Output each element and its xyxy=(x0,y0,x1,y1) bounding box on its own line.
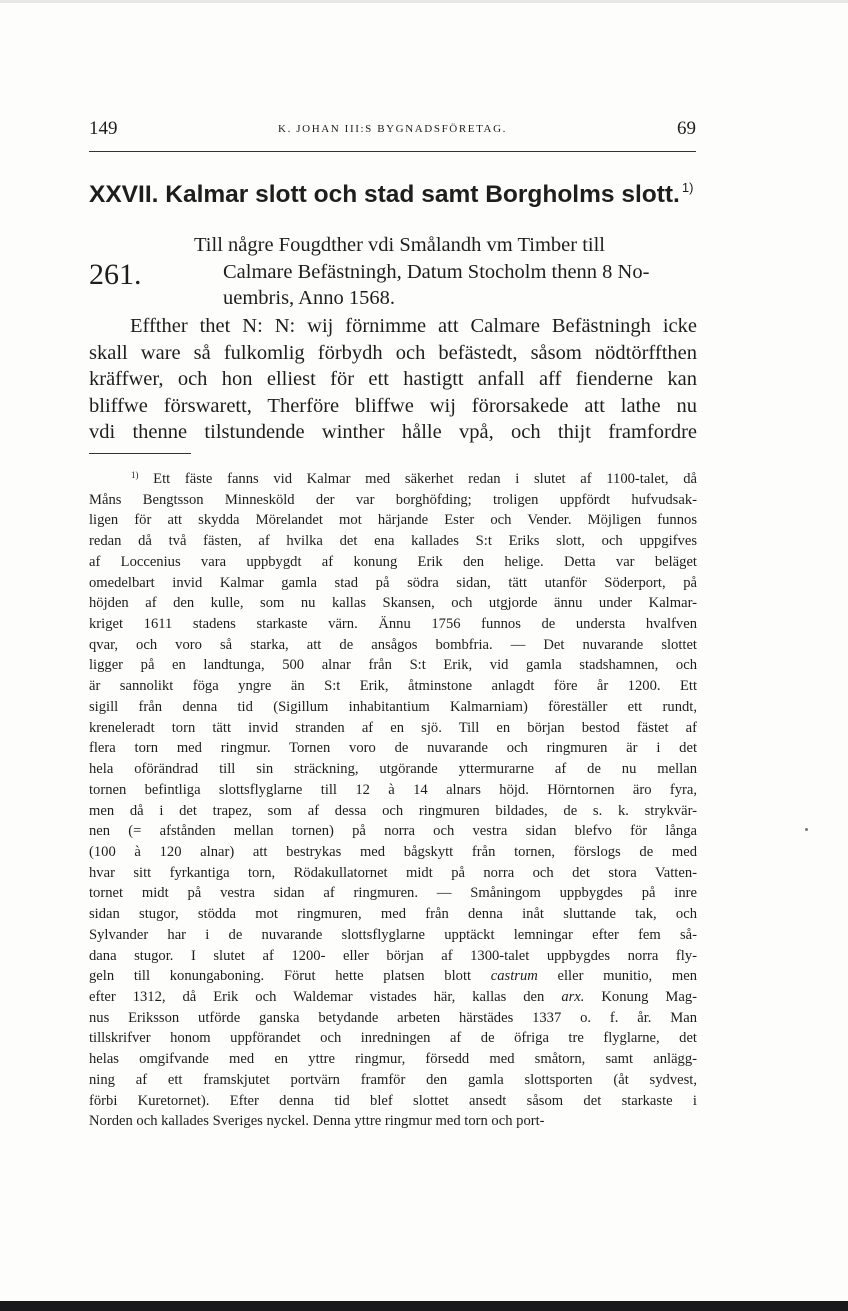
footnote-line: tillskrifver honom uppförandet och inredningen af de öfriga tre flyglarne, det xyxy=(89,1030,697,1047)
footnote-line: helas omgifvande med en yttre ringmur, försedd med småtorn, samt anlägg- xyxy=(89,1051,697,1068)
heading-line: Till någre Fougdther vdi Smålandh vm Timber till xyxy=(194,234,605,256)
footnote-line: Norden och kallades Sveriges nyckel. Denna yttre ringmur med torn och port- xyxy=(89,1113,545,1130)
footnote-line: ning af ett framskjutet portvärn framför den gamla slottsporten (åt sydvest, xyxy=(89,1071,697,1088)
body-line: vdi thenne tilstundende winther hålle vpå, och thijt framfordre xyxy=(89,421,697,443)
footnote xyxy=(89,465,697,1132)
footnote-line xyxy=(89,465,697,490)
footnote-line: sidan stugor, stödda mot ringmuren, med från denna inåt sluttande tak, och xyxy=(89,906,697,923)
footnote-italic-term: arx. xyxy=(561,988,585,1005)
footnote-line: ligger på en landtunga, 500 alnar från S:t Erik, vid gamla stadshamnen, och xyxy=(89,657,697,674)
scan-bottom-edge xyxy=(0,1301,848,1311)
heading-line: uembris, Anno 1568. xyxy=(223,287,395,309)
footnote-line: Sylvander har i de nuvarande slottsflyglarne upptäckt lemningar efter fem så- xyxy=(89,926,697,943)
footnote-line xyxy=(89,987,697,1008)
footnote-line: ligen för att skydda Mörelandet mot härjande Ester och Vender. Möjligen funnos xyxy=(89,512,697,529)
footnote-line-text: eller munitio, men xyxy=(557,968,697,985)
footnote-line: hela oförändrad till sin sträckning, utgörande yttermurarne af de nu mellan xyxy=(89,761,697,778)
footnote-line: (100 à 120 alnar) att bestrykas med bågskytt från tornen, förslogs de med xyxy=(89,843,697,860)
scan-top-edge xyxy=(0,0,848,3)
footnote-line: tornen befintliga slottsflyglarne till 12 à 14 alnars höjd. Hörntornen äro fyra, xyxy=(89,781,697,798)
footnote-line: tornet midt på vestra sidan af ringmuren. — Småningom uppbygdes på inre xyxy=(89,885,697,902)
chapter-title-text: XXVII. Kalmar slott och stad samt Borgholms slott. xyxy=(89,181,680,208)
body-line: bliffwe förswarett, Therföre bliffwe wij förorsakede att lathe nu xyxy=(89,394,697,417)
document-heading xyxy=(194,232,697,312)
footnote-line: nen (= afstånden mellan tornen) på norra och vestra sidan blefvo för långa xyxy=(89,823,697,840)
footnote-marker: 1) xyxy=(131,470,139,480)
running-title: K. JOHAN III:S BYGNADSFÖRETAG. xyxy=(278,123,507,135)
footnote-line-text: efter 1312, då Erik och Waldemar vistades här, kallas den xyxy=(89,988,545,1005)
heading-line: Calmare Befästningh, Datum Stocholm thenn 8 No- xyxy=(223,260,650,283)
document-number: 261. xyxy=(89,258,142,291)
footnote-line: redan då två fästen, af hvilka det ena kallades S:t Eriks slott, och uppgifves xyxy=(89,533,697,550)
body-line: Effther thet N: N: wij förnimme att Calmare Befästningh icke xyxy=(130,315,697,337)
footnote-line: qvar, och voro så starka, att de ansågos bombfria. — Det nuvarande slottet xyxy=(89,636,697,653)
footnote-rule xyxy=(89,453,191,454)
footnote-italic-term: castrum xyxy=(490,968,538,985)
footnote-line: sigill från denna tid (Sigillum inhabitantium Kalmarniam) föreställer ett rundt, xyxy=(89,698,697,715)
footnote-line: Måns Bengtsson Minnesköld der var borghöfding; troligen uppfördt hufvudsak- xyxy=(89,491,697,508)
footnote-line-text: geln till konungaboning. Förut hette platsen blott xyxy=(89,968,472,985)
footnote-line: af Loccenius vara uppbygdt af konung Erik den helige. Detta var beläget xyxy=(89,553,697,570)
footnote-line: flera torn med ringmur. Tornen voro de nuvarande och ringmuren är i det xyxy=(89,740,697,757)
footnote-line: förbi Kuretornet). Efter denna tid blef slottet ansedt såsom det starkaste i xyxy=(89,1092,697,1109)
body-line: kräffwer, och hon elliest för ett hastigtt anfall aff fienderne kan xyxy=(89,368,697,390)
body-line: skall ware så fulkomlig förbydh och befästedt, såsom nödtörffthen xyxy=(89,341,697,364)
footnote-line-text: Konung Mag- xyxy=(601,988,697,1005)
page-number-left: 149 xyxy=(89,118,118,139)
running-header xyxy=(89,114,696,144)
footnote-line: omedelbart invid Kalmar gamla stad på södra sidan, tätt utanför Söderport, på xyxy=(89,574,697,591)
scan-speck xyxy=(805,828,808,831)
footnote-line: är sannolikt föga yngre än S:t Erik, åtminstone anlagdt före år 1200. Ett xyxy=(89,678,697,695)
page-number-right: 69 xyxy=(677,118,696,139)
footnote-line: kriget 1611 stadens starkaste värn. Ännu 1756 funnos de understa hvalfven xyxy=(89,616,697,633)
chapter-footnote-marker: 1) xyxy=(681,180,694,195)
footnote-line: men då i det trapez, som af dessa och ringmuren bildades, de s. k. strykvär- xyxy=(89,802,697,819)
footnote-line: hvar sitt fyrkantiga torn, Rödakullatornet midt på norra och det stora Vatten- xyxy=(89,864,697,881)
footnote-line: dana stugor. I slutet af 1200- eller början af 1300-talet uppbygdes norra fly- xyxy=(89,947,697,964)
chapter-title xyxy=(89,180,709,209)
document-body xyxy=(89,313,697,446)
footnote-line-text: Ett fäste fanns vid Kalmar med säkerhet redan i slutet af 1100-talet, då xyxy=(153,471,697,487)
footnote-line: kreneleradt torn tätt invid stranden af en sjö. Till en början bestod fästet af xyxy=(89,719,697,736)
footnote-line: höjden af den kulle, som nu kallas Skansen, och utgjorde ännu under Kalmar- xyxy=(89,595,697,612)
footnote-line: nus Eriksson utförde ganska betydande arbeten härstädes 1337 o. f. år. Man xyxy=(89,1009,697,1026)
footnote-line xyxy=(89,966,697,987)
header-rule xyxy=(89,151,696,152)
